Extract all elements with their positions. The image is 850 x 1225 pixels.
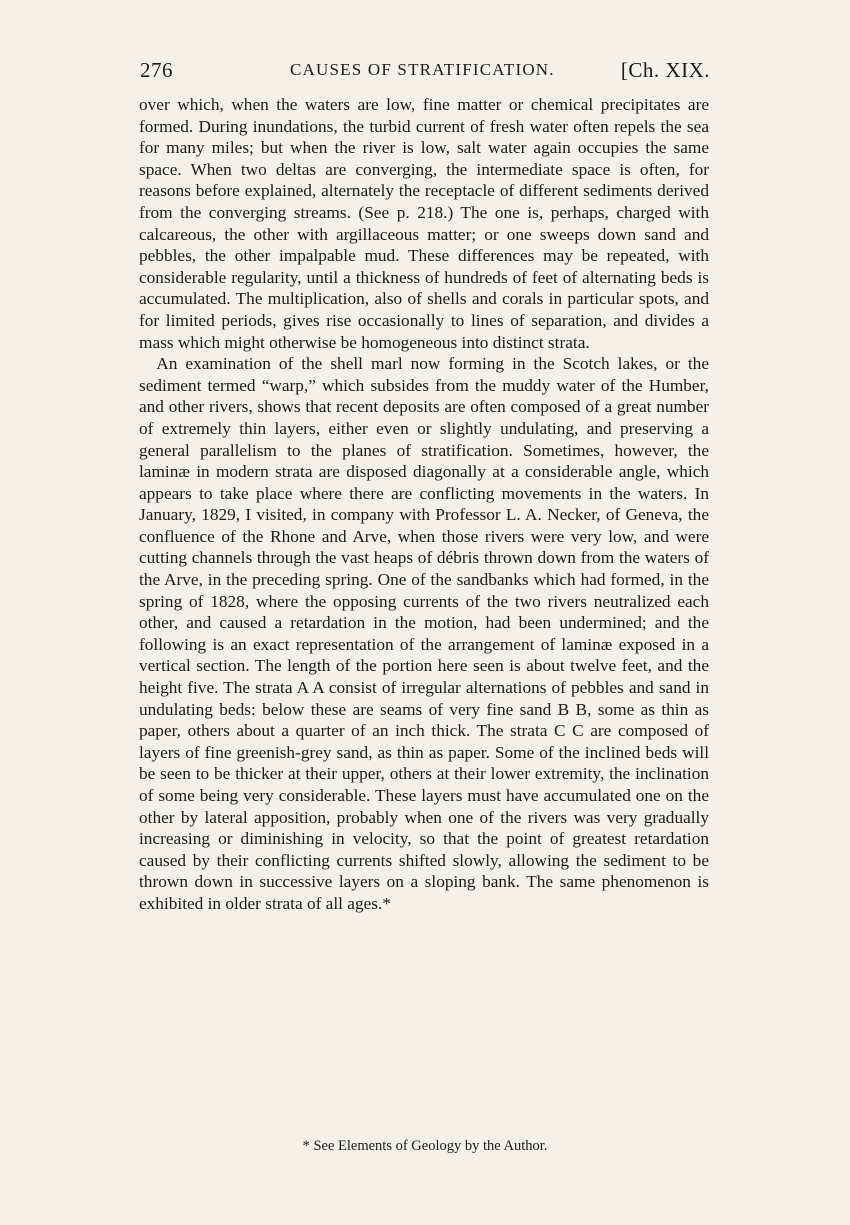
running-title: CAUSES OF STRATIFICATION. bbox=[290, 60, 555, 79]
paragraph-continued: over which, when the waters are low, fine matter or chemical precipitates are formed. During inundations, the turbid current of fresh water often repels the sea for many miles; but when the river is low, salt water again occupies the same space. When two deltas are converging, the intermediate space is often, for reasons before explained, alternately the receptacle of different sediments derived from the converging streams. (See p. 218.) The one is, perhaps, charged with calcareous, the other with argillaceous matter; or one sweeps down sand and pebbles, the other impalpable mud. These differences may be repeated, with considerable regularity, until a thickness of hundreds of feet of alternating beds is accumulated. The multiplication, also of shells and corals in particular spots, and for limited periods, gives rise occasionally to lines of separation, and divides a mass which might otherwise be homogeneous into distinct strata. bbox=[139, 95, 709, 352]
page-number: 276 bbox=[140, 58, 173, 82]
paragraph-examination: An examination of the shell marl now forming in the Scotch lakes, or the sediment termed “warp,” which subsides from the muddy water of the Humber, and other rivers, shows that recent deposits are often composed of a great number of extremely thin layers, either even or slightly undulating, and preserving a general parallelism to the planes of stratification. Sometimes, however, the laminæ in modern strata are disposed diagonally at a considerable angle, which appears to take place where there are conflicting movements in the waters. In January, 1829, I visited, in company with Professor L. A. Necker, of Geneva, the confluence of the Rhone and Arve, when those rivers were very low, and were cutting channels through the vast heaps of débris thrown down from the waters of the Arve, in the preceding spring. One of the sandbanks which had formed, in the spring of 1828, where the opposing currents of the two rivers neutralized each other, and caused a retardation in the motion, had been undermined; and the following is an exact representation of the arrangement of laminæ exposed in a vertical section. The length of the portion here seen is about twelve feet, and the height five. The strata A A consist of irregular alternations of pebbles and sand in undulating beds: below these are seams of very fine sand B B, some as thin as paper, others about a quarter of an inch thick. The strata C C are composed of layers of fine greenish-grey sand, as thin as paper. Some of the inclined beds will be seen to be thicker at their upper, others at their lower extremity, the inclination of some being very considerable. These layers must have accumulated one on the other by lateral apposition, probably when one of the rivers was very gradually increasing or diminishing in velocity, so that the point of greatest retardation caused by their conflicting currents shifted slowly, allowing the sediment to be thrown down in successive layers on a sloping bank. The same phenomenon is exhibited in older strata of all ages.* bbox=[139, 354, 709, 913]
footnote: * See Elements of Geology by the Author. bbox=[302, 1138, 548, 1154]
chapter-marker: [Ch. XIX. bbox=[620, 58, 710, 82]
running-header bbox=[140, 58, 710, 90]
body-text bbox=[139, 94, 709, 915]
